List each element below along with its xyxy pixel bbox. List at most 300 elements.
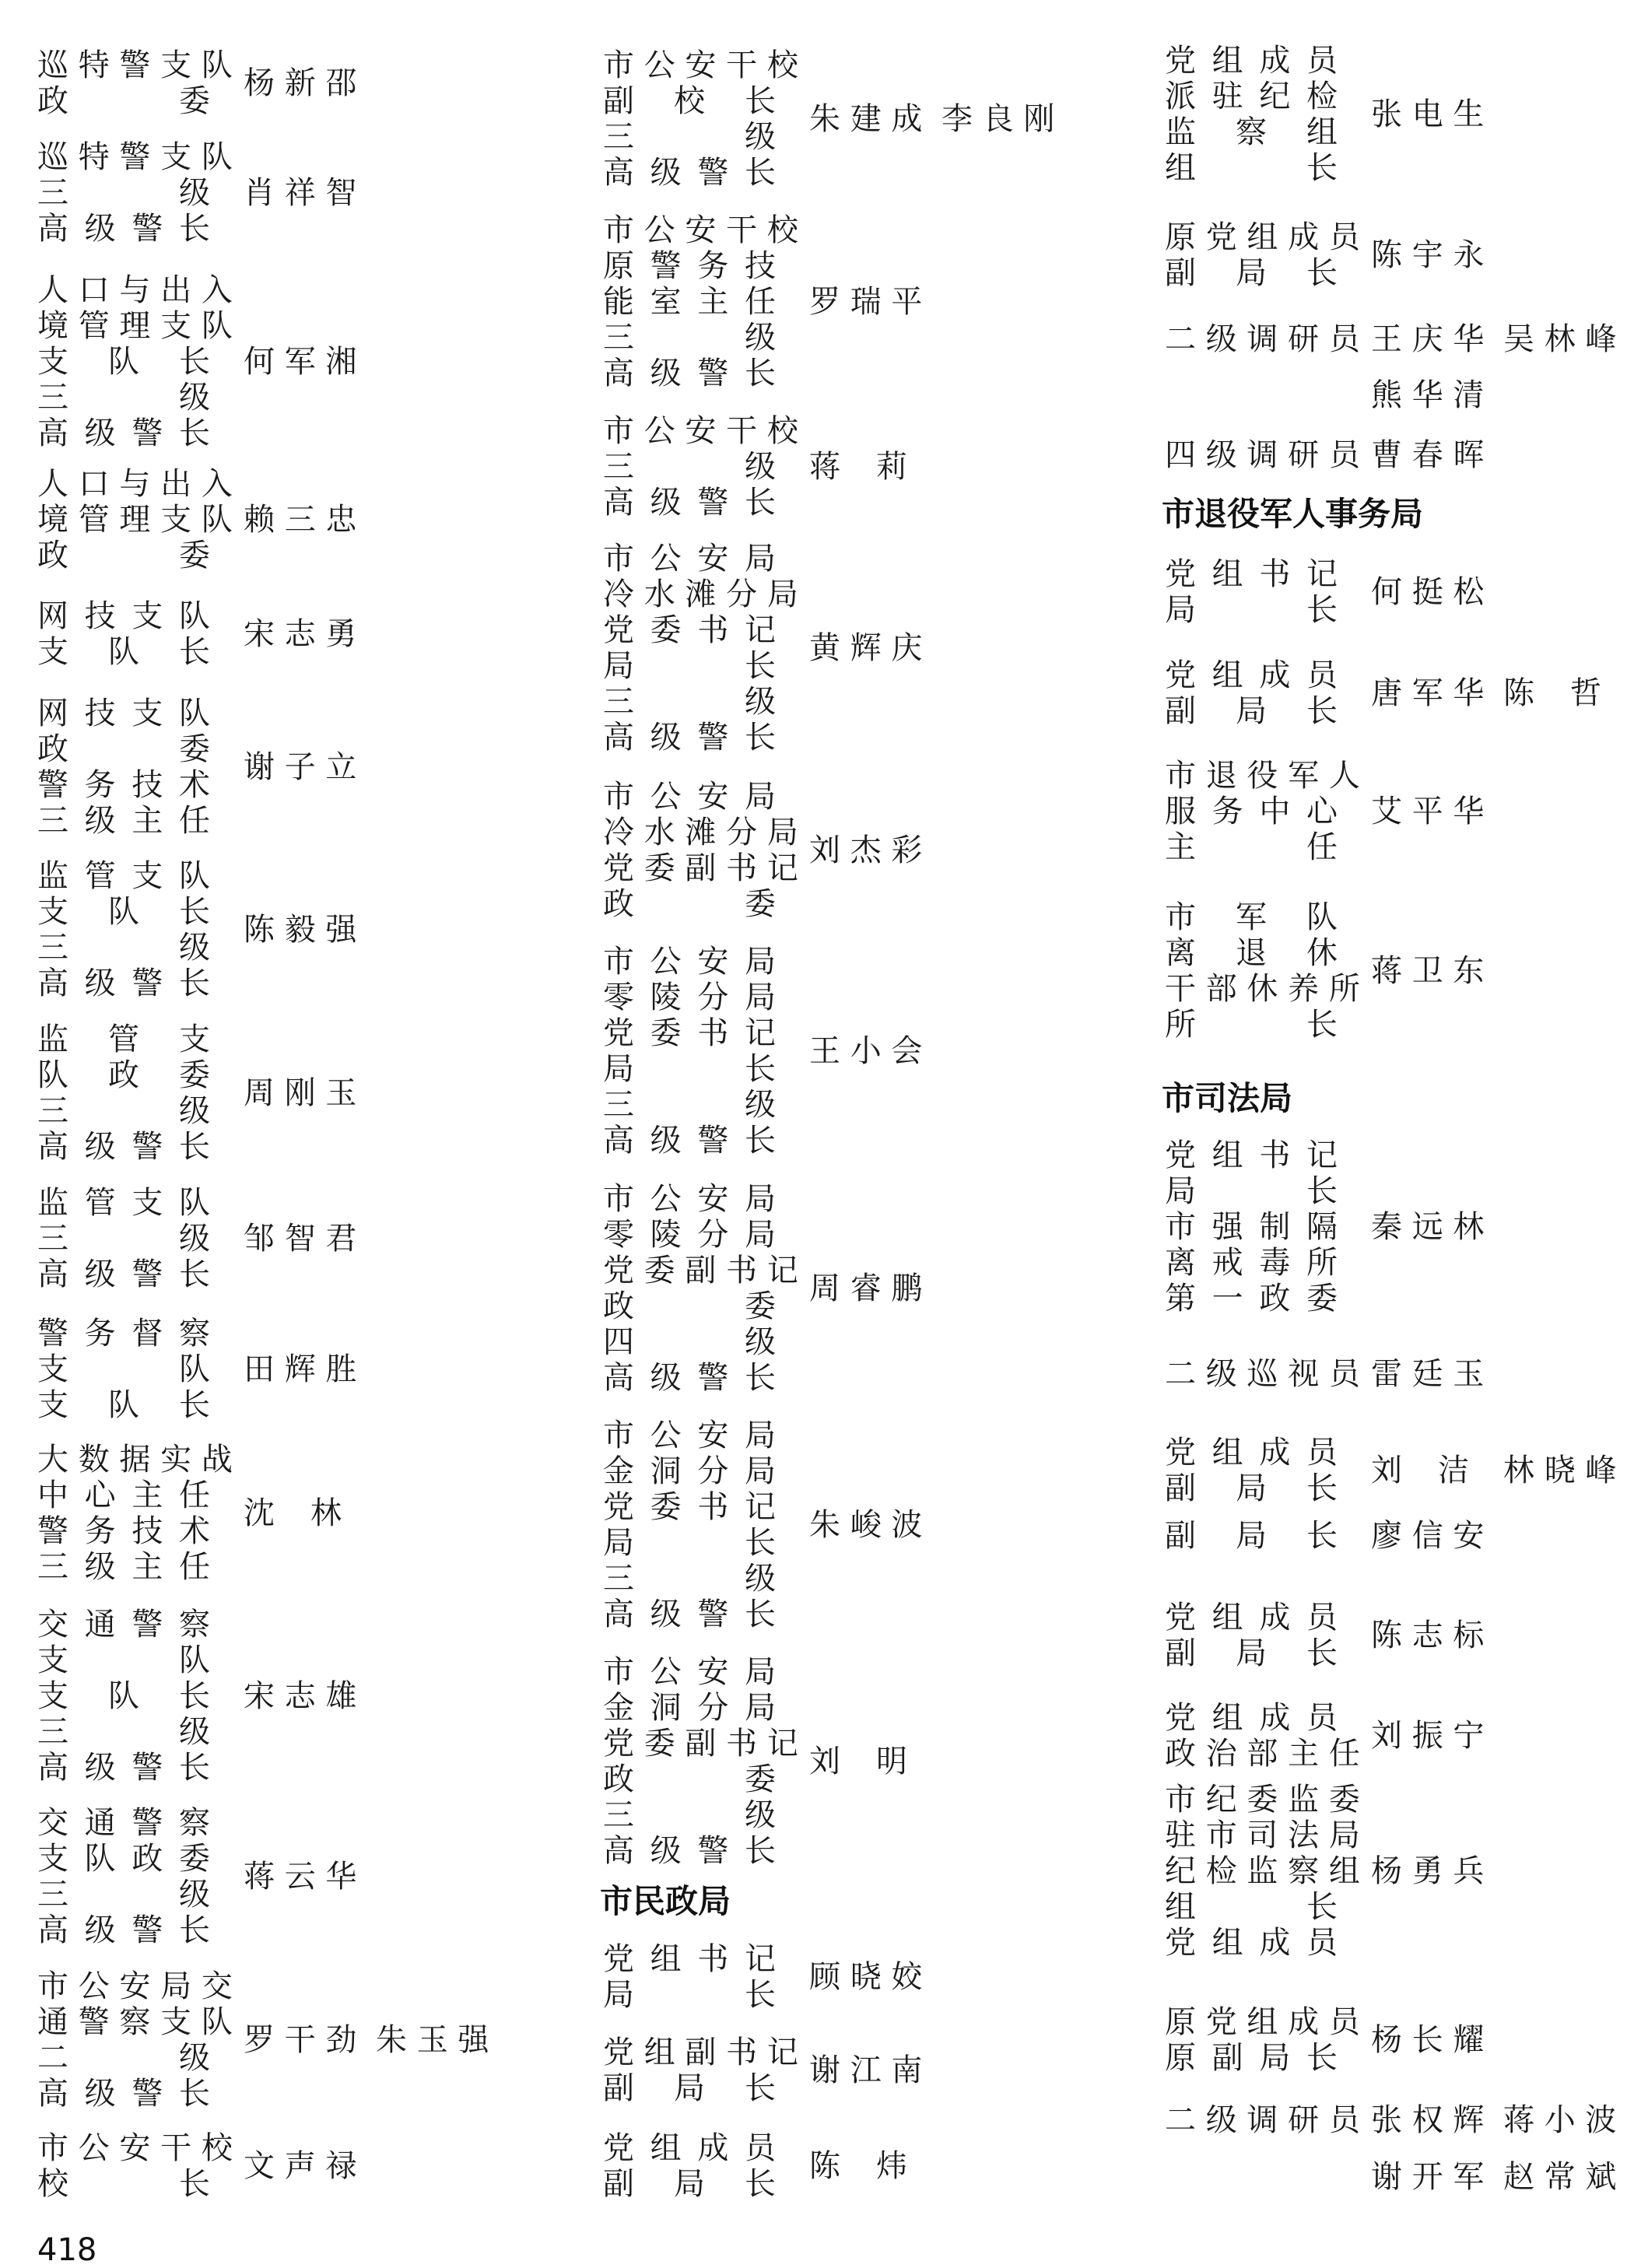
position-title: [1165, 1782, 1360, 1961]
person-names: [1371, 377, 1503, 413]
position-title-line: 三 级: [603, 1087, 776, 1123]
name-row: [244, 616, 376, 652]
roster-entry: [37, 272, 376, 451]
person-name: 刘 洁: [1371, 1453, 1469, 1488]
position-title-line: 离 退 休: [1165, 935, 1338, 971]
position-title-line: 交 通 警 察: [37, 1607, 210, 1642]
person-names: [809, 1507, 941, 1543]
name-row: [244, 2022, 508, 2058]
position-title-line: 三 级: [603, 449, 776, 485]
roster-entry: [603, 2130, 941, 2202]
person-name: 何 挺 松: [1371, 574, 1485, 610]
position-title-line: 党 组 书 记: [1165, 556, 1338, 592]
name-row: [809, 833, 941, 868]
roster-entry: [1165, 556, 1503, 628]
position-title: [37, 466, 233, 573]
position-title-line: 三 级: [37, 175, 210, 211]
person-names: [244, 616, 376, 652]
position-title-line: 党 委 书 记: [603, 1015, 776, 1051]
person-names: [244, 344, 376, 380]
roster-entry: [37, 598, 376, 670]
position-title-line: 党 委 书 记: [603, 612, 776, 648]
person-name: 宋 志 雄: [244, 1678, 357, 1714]
position-title-line: 市 公 安 干 校: [603, 212, 798, 248]
position-title-line: 党 委 书 记: [603, 1489, 776, 1525]
roster-entry: [37, 1805, 376, 1948]
position-title: [1165, 437, 1360, 473]
position-title: [1165, 1600, 1338, 1671]
person-name: 吴 林 峰: [1503, 321, 1617, 357]
name-row: [1371, 437, 1503, 473]
person-names: [1371, 1718, 1503, 1754]
position-title-line: 市 公 安 干 校: [603, 47, 798, 83]
person-name: 王 小 会: [809, 1033, 923, 1069]
name-row: [1371, 1518, 1503, 1554]
person-name: 朱 玉 强: [376, 2022, 489, 2058]
section-heading: 市退役军人事务局: [1162, 495, 1424, 533]
person-name: 蒋 云 华: [244, 1859, 357, 1895]
person-name: 肖 祥 智: [244, 175, 357, 211]
position-title-line: 金 洞 分 局: [603, 1690, 776, 1726]
position-title-line: 冷 水 滩 分 局: [603, 815, 798, 850]
roster-entry: [603, 2035, 941, 2106]
person-name: 顾 晓 姣: [809, 1959, 923, 1995]
name-row: [809, 1033, 941, 1069]
name-row: [809, 630, 941, 666]
person-names: [1371, 675, 1634, 711]
person-name: 谢 子 立: [244, 749, 357, 785]
name-row: [1371, 675, 1634, 711]
position-title-line: 高 级 警 长: [603, 485, 776, 521]
name-row: [1371, 794, 1503, 829]
position-title-line: 局 长: [603, 1525, 776, 1561]
roster-entry: [1165, 437, 1503, 473]
person-names: [244, 502, 376, 538]
person-name: 谢 江 南: [809, 2052, 923, 2088]
position-title-line: 组 长: [1165, 1889, 1338, 1925]
position-title-line: 市 纪 委 监 委: [1165, 1782, 1360, 1818]
roster-entry: [37, 2130, 376, 2202]
position-title-line: 支 队: [37, 1642, 210, 1678]
position-title: [603, 944, 776, 1159]
position-title-line: 三 级: [37, 1221, 210, 1257]
person-names: [809, 1959, 941, 1995]
roster-entry: [1165, 1138, 1503, 1316]
position-title-line: 党 委 副 书 记: [603, 1253, 798, 1288]
person-names: [244, 2148, 376, 2184]
roster-entry: [603, 1654, 941, 1869]
position-title-line: 监 管 支 队: [37, 1185, 210, 1221]
position-title-line: 二 级 调 研 员: [1165, 2102, 1360, 2138]
person-names: [1371, 2022, 1503, 2058]
position-title-line: 局 长: [603, 1977, 776, 2013]
roster-entry: [1165, 2159, 1634, 2195]
position-title-line: 监 察 组: [1165, 114, 1338, 150]
name-row: [244, 344, 376, 380]
person-name: 蒋 莉: [809, 449, 907, 485]
position-title-line: 副 局 长: [1165, 1471, 1338, 1506]
person-name: 雷 廷 玉: [1371, 1356, 1485, 1392]
roster-entry: [1165, 2102, 1634, 2138]
person-name: 邹 智 君: [244, 1221, 357, 1257]
position-title-line: 三 级: [37, 930, 210, 966]
name-row: [244, 1221, 376, 1257]
person-names: [244, 65, 376, 101]
name-row: [1371, 574, 1503, 610]
person-names: [809, 1744, 941, 1779]
position-title-line: 驻 市 司 法 局: [1165, 1818, 1360, 1853]
position-title-line: 原 警 务 技: [603, 248, 776, 284]
person-names: [244, 175, 376, 211]
position-title-line: 副 局 长: [603, 2070, 776, 2106]
position-title-line: 高 级 警 长: [37, 1257, 210, 1292]
position-title-line: 高 级 警 长: [603, 1123, 776, 1159]
roster-entry: [603, 944, 941, 1159]
position-title-line: 三 级: [37, 380, 210, 415]
person-name: 杨 新 邵: [244, 65, 357, 101]
roster-entry: [37, 47, 376, 119]
position-title-line: 高 级 警 长: [603, 1360, 776, 1396]
name-row: [1371, 237, 1503, 273]
person-names: [244, 749, 376, 785]
position-title-line: 高 级 警 长: [37, 1129, 210, 1165]
person-names: [244, 1351, 376, 1387]
position-title-line: 零 陵 分 局: [603, 980, 776, 1015]
position-title-line: 高 级 警 长: [37, 2076, 210, 2112]
position-title-line: 副 局 长: [1165, 1635, 1338, 1671]
position-title: [37, 2130, 233, 2202]
position-title-line: 副 局 长: [1165, 255, 1338, 291]
position-title-line: 三 级: [603, 320, 776, 356]
position-title-line: 局 长: [1165, 592, 1338, 628]
position-title-line: 市 公 安 局: [603, 779, 776, 815]
position-title-line: 离 戒 毒 所: [1165, 1245, 1338, 1281]
position-title-line: 三 级: [603, 1797, 776, 1833]
person-names: [1371, 1356, 1503, 1392]
person-name: 罗 干 劲: [244, 2022, 357, 2058]
position-title-line: 副 局 长: [1165, 693, 1338, 729]
person-name: 黄 辉 庆: [809, 630, 923, 666]
position-title: [37, 696, 210, 839]
person-names: [244, 1859, 376, 1895]
person-name: 李 良 刚: [941, 101, 1055, 137]
name-row: [809, 284, 941, 320]
name-row: [244, 1678, 376, 1714]
position-title-line: 市 公 安 局: [603, 944, 776, 980]
person-name: 刘 杰 彩: [809, 833, 923, 868]
position-title-line: 原 党 组 成 员: [1165, 219, 1360, 255]
position-title-line: 人 口 与 出 入: [37, 272, 233, 308]
roster-entry: [603, 413, 941, 521]
roster-entry: [1165, 321, 1634, 357]
roster-entry: [1165, 1600, 1503, 1671]
position-title-line: 警 务 技 术: [37, 767, 210, 803]
position-title: [603, 541, 798, 755]
name-row: [809, 449, 941, 485]
position-title: [37, 1607, 210, 1786]
person-names: [1371, 1518, 1503, 1554]
position-title: [1165, 2004, 1360, 2076]
name-row: [1371, 321, 1634, 357]
position-title-line: 党 组 书 记: [603, 1941, 776, 1977]
position-title-line: 政 委: [37, 83, 210, 119]
position-title-line: 派 驻 纪 检: [1165, 79, 1338, 114]
roster-entry: [1165, 1700, 1503, 1772]
position-title-line: 支 队 长: [37, 344, 210, 380]
person-name: 陈 宇 永: [1371, 237, 1485, 273]
person-name: 秦 远 林: [1371, 1209, 1485, 1245]
position-title: [37, 1022, 210, 1165]
position-title: [1165, 556, 1338, 628]
position-title-line: 巡 特 警 支 队: [37, 139, 233, 175]
roster-entry: [1165, 377, 1503, 413]
position-title-line: 支 队 长: [37, 894, 210, 930]
position-title-line: 境 管 理 支 队: [37, 502, 233, 538]
position-title: [37, 598, 210, 670]
position-title-line: 三 级: [603, 684, 776, 720]
person-name: 何 军 湘: [244, 344, 357, 380]
position-title: [37, 1316, 210, 1423]
position-title-line: 高 级 警 长: [603, 720, 776, 755]
name-row: [1371, 2159, 1634, 2195]
person-names: [809, 101, 1074, 137]
position-title-line: 四 级: [603, 1324, 776, 1360]
position-title-line: 市 公 安 干 校: [37, 2130, 233, 2166]
position-title-line: 三 级: [603, 119, 776, 155]
person-names: [1371, 1209, 1503, 1245]
position-title-line: 市 军 队: [1165, 899, 1338, 935]
position-title-line: 高 级 警 长: [603, 155, 776, 191]
position-title-line: 原 党 组 成 员: [1165, 2004, 1360, 2040]
roster-entry: [37, 466, 376, 573]
position-title-line: 组 长: [1165, 150, 1338, 186]
section-heading: 市司法局: [1162, 1079, 1293, 1117]
position-title-line: 三 级: [37, 1714, 210, 1750]
position-title: [37, 858, 210, 1001]
name-row: [1371, 953, 1503, 989]
position-title-line: 三 级: [603, 1561, 776, 1597]
name-row: [1371, 1356, 1503, 1392]
position-title: [1165, 1356, 1360, 1392]
position-title-line: 高 级 警 长: [603, 356, 776, 391]
person-name: 罗 瑞 平: [809, 284, 923, 320]
person-name: 陈 哲: [1503, 675, 1601, 711]
name-row: [244, 2148, 376, 2184]
position-title: [1165, 1518, 1338, 1554]
person-names: [809, 833, 941, 868]
position-title-line: 通 警 察 支 队: [37, 2004, 233, 2040]
person-names: [244, 2022, 508, 2058]
person-name: 文 声 禄: [244, 2148, 357, 2184]
person-names: [1371, 96, 1503, 132]
person-names: [1371, 321, 1634, 357]
position-title-line: 局 长: [1165, 1173, 1338, 1209]
person-name: 陈 志 标: [1371, 1618, 1485, 1653]
name-row: [809, 1744, 941, 1779]
roster-entry: [1165, 899, 1503, 1043]
position-title-line: 中 心 主 任: [37, 1478, 210, 1513]
position-title-line: 市 公 安 局: [603, 1418, 776, 1453]
section-heading: 市民政局: [600, 1882, 731, 1920]
position-title-line: 警 务 技 术: [37, 1513, 210, 1549]
position-title: [603, 779, 798, 922]
position-title: [1165, 758, 1360, 865]
position-title-line: 三 级: [37, 1877, 210, 1912]
position-title: [1165, 2102, 1360, 2138]
position-title: [603, 47, 798, 191]
position-title: [1165, 219, 1360, 291]
position-title-line: 第 一 政 委: [1165, 1281, 1338, 1316]
position-title-line: 政 委: [603, 1288, 776, 1324]
person-name: 陈 毅 强: [244, 912, 357, 948]
person-names: [809, 449, 941, 485]
position-title-line: 党 组 成 员: [603, 2130, 776, 2166]
position-title: [1165, 657, 1338, 729]
roster-entry: [1165, 657, 1634, 729]
position-title-line: 队 政 委: [37, 1057, 210, 1093]
person-names: [809, 2148, 941, 2184]
name-row: [1371, 1853, 1503, 1889]
position-title-line: 党 组 成 员: [1165, 43, 1338, 79]
name-row: [809, 1959, 941, 1995]
position-title: [37, 1185, 210, 1292]
position-title-line: 党 组 成 员: [1165, 1600, 1338, 1635]
person-names: [809, 1271, 941, 1306]
position-title-line: 二 级 调 研 员: [1165, 321, 1360, 357]
person-names: [1371, 794, 1503, 829]
position-title-line: 所 长: [1165, 1007, 1338, 1043]
roster-entry: [37, 1316, 376, 1423]
name-row: [244, 1075, 376, 1111]
roster-entry: [37, 1022, 376, 1165]
position-title-line: 党 组 成 员: [1165, 657, 1338, 693]
position-title-line: 市 退 役 军 人: [1165, 758, 1360, 794]
position-title-line: 市 公 安 局: [603, 1654, 776, 1690]
position-title-line: 党 组 成 员: [1165, 1925, 1338, 1961]
position-title-line: 高 级 警 长: [37, 1912, 210, 1948]
roster-entry: [603, 1418, 941, 1632]
name-row: [1371, 1718, 1503, 1754]
person-names: [244, 1495, 376, 1531]
person-names: [244, 912, 376, 948]
position-title-line: 高 级 警 长: [37, 966, 210, 1001]
person-name: 周 睿 鹏: [809, 1271, 923, 1306]
position-title-line: 党 组 成 员: [1165, 1435, 1338, 1471]
position-title: [603, 1181, 798, 1396]
position-title-line: 警 务 督 察: [37, 1316, 210, 1351]
position-title-line: 支 队 政 委: [37, 1841, 210, 1877]
position-title-line: 副 校 长: [603, 83, 776, 119]
position-title-line: 市 强 制 隔: [1165, 1209, 1338, 1245]
roster-entry: [603, 212, 941, 391]
position-title: [37, 1968, 233, 2112]
position-title-line: 监 管 支 队: [37, 858, 210, 894]
name-row: [1371, 377, 1503, 413]
name-row: [244, 65, 376, 101]
position-title-line: 局 长: [603, 1051, 776, 1087]
roster-entry: [1165, 43, 1503, 186]
name-row: [1371, 96, 1503, 132]
position-title-line: 高 级 警 长: [603, 1597, 776, 1632]
person-names: [1371, 2159, 1634, 2195]
position-title-line: 党 组 副 书 记: [603, 2035, 798, 2070]
roster-entry: [37, 1607, 376, 1786]
person-names: [1371, 953, 1503, 989]
name-row: [809, 1507, 941, 1543]
position-title-line: 市 公 安 局: [603, 1181, 776, 1217]
person-name: 陈 炜: [809, 2148, 907, 2184]
person-names: [244, 1678, 376, 1714]
person-name: 刘 明: [809, 1744, 907, 1779]
position-title-line: 境 管 理 支 队: [37, 308, 233, 344]
person-name: 曹 春 晖: [1371, 437, 1485, 473]
position-title: [37, 1442, 233, 1585]
person-name: 王 庆 华: [1371, 321, 1485, 357]
position-title-line: 市 公 安 局 交: [37, 1968, 233, 2004]
position-title: [1165, 321, 1360, 357]
position-title: [1165, 1435, 1338, 1506]
person-name: 朱 建 成: [809, 101, 923, 137]
person-name: 熊 华 清: [1371, 377, 1485, 413]
roster-entry: [37, 139, 376, 247]
name-row: [1371, 1618, 1503, 1653]
position-title-line: 副 局 长: [603, 2166, 776, 2202]
name-row: [809, 1271, 941, 1306]
position-title-line: 支 队 长: [37, 634, 210, 670]
position-title: [1165, 899, 1360, 1043]
position-title: [1165, 1138, 1338, 1316]
column-left: [37, 0, 582, 2249]
roster-entry: [603, 1941, 941, 2013]
roster-entry: [37, 1968, 508, 2112]
name-row: [244, 912, 376, 948]
person-name: 林 晓 峰: [1503, 1453, 1617, 1488]
position-title-line: 三 级 主 任: [37, 803, 210, 839]
position-title-line: 干 部 休 养 所: [1165, 971, 1360, 1007]
position-title-line: 能 室 主 任: [603, 284, 776, 320]
position-title: [37, 272, 233, 451]
person-name: 周 刚 玉: [244, 1075, 357, 1111]
person-names: [1371, 574, 1503, 610]
position-title-line: 三 级 主 任: [37, 1549, 210, 1585]
position-title-line: 支 队: [37, 1351, 210, 1387]
person-names: [1371, 237, 1503, 273]
roster-entry: [1165, 1782, 1503, 1961]
position-title-line: 政 委: [37, 538, 210, 573]
person-name: 赖 三 忠: [244, 502, 357, 538]
name-row: [809, 101, 1074, 137]
position-title-line: 党 委 副 书 记: [603, 850, 798, 886]
position-title: [37, 47, 233, 119]
roster-entry: [37, 1442, 376, 1585]
name-row: [1371, 2022, 1503, 2058]
position-title-line: 支 队 长: [37, 1387, 210, 1423]
roster-entry: [1165, 1356, 1503, 1392]
position-title-line: 高 级 警 长: [37, 415, 210, 451]
position-title-line: 金 洞 分 局: [603, 1453, 776, 1489]
position-title-line: 党 组 成 员: [1165, 1700, 1338, 1736]
person-name: 蒋 卫 东: [1371, 953, 1485, 989]
position-title-line: 零 陵 分 局: [603, 1217, 776, 1253]
position-title-line: 政 治 部 主 任: [1165, 1736, 1360, 1772]
position-title-line: 冷 水 滩 分 局: [603, 577, 798, 612]
position-title: [603, 413, 798, 521]
person-names: [1371, 1618, 1503, 1653]
person-names: [244, 1075, 376, 1111]
position-title-line: 高 级 警 长: [37, 1750, 210, 1786]
person-name: 宋 志 勇: [244, 616, 357, 652]
person-name: 艾 平 华: [1371, 794, 1485, 829]
